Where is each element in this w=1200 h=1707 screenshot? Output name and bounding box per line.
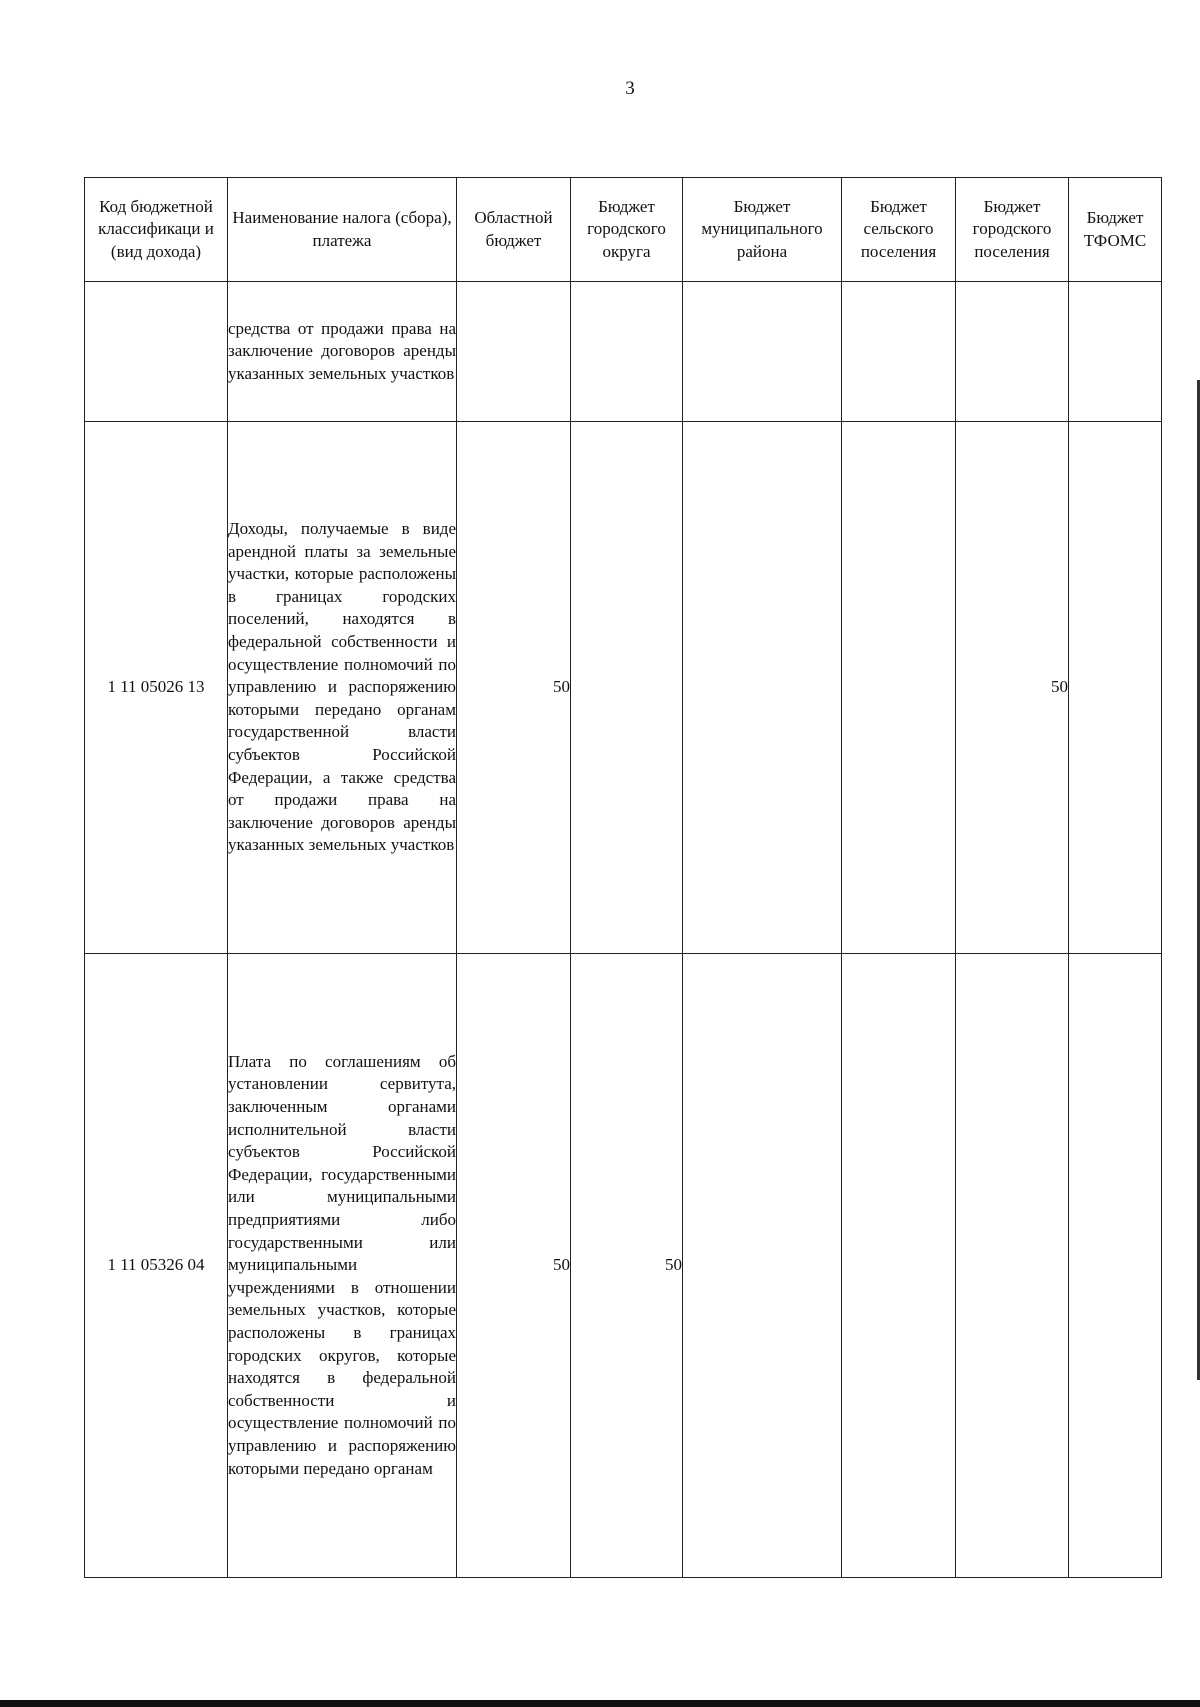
- row-value-municipal-district: [683, 954, 842, 1578]
- row-name-text: средства от продажи права на заключение договоров аренды указанных земельных участков: [228, 318, 456, 383]
- row-value-city-district: 50: [571, 954, 683, 1578]
- row-code: 1 11 05326 04: [85, 954, 228, 1578]
- row-value-rural-settlement: [842, 422, 956, 954]
- row-name: [228, 282, 457, 422]
- table-row: [85, 954, 1162, 1578]
- row-code: 1 11 05026 13: [85, 422, 228, 954]
- header-urban-settlement-budget: Бюджет городского поселения: [956, 178, 1069, 282]
- header-code: Код бюджетной классификаци и (вид дохода): [85, 178, 228, 282]
- header-name: Наименование налога (сбора), платежа: [228, 178, 457, 282]
- row-value-city-district: [571, 282, 683, 422]
- header-tfoms-budget: Бюджет ТФОМС: [1069, 178, 1162, 282]
- header-rural-settlement-budget: Бюджет сельского поселения: [842, 178, 956, 282]
- budget-revenue-table: [84, 177, 1162, 1578]
- header-regional-budget: Областной бюджет: [457, 178, 571, 282]
- row-value-municipal-district: [683, 282, 842, 422]
- header-city-district-budget: Бюджет городского округа: [571, 178, 683, 282]
- row-value-city-district: [571, 422, 683, 954]
- row-value-rural-settlement: [842, 282, 956, 422]
- row-name: [228, 954, 457, 1578]
- row-value-regional: 50: [457, 422, 571, 954]
- table-row: [85, 422, 1162, 954]
- row-value-regional: [457, 282, 571, 422]
- row-value-tfoms: [1069, 282, 1162, 422]
- row-value-urban-settlement: [956, 954, 1069, 1578]
- row-name: [228, 422, 457, 954]
- header-municipal-district-budget: Бюджет муниципального района: [683, 178, 842, 282]
- row-value-tfoms: [1069, 422, 1162, 954]
- row-value-rural-settlement: [842, 954, 956, 1578]
- row-value-municipal-district: [683, 422, 842, 954]
- row-code: [85, 282, 228, 422]
- page-number: 3: [625, 78, 635, 99]
- row-name-text: Плата по соглашениям об установлении сервитута, заключенным органами исполнительной власти субъектов Российской Федерации, государственными или муниципальными предприятиями либо государственными или муниципальными учреждениями в отношении земельных участков, которые расположены в границах городских округов, которые находятся в федеральной собственности и осуществление полномочий по управлению и распоряжению которыми передано органам: [228, 1051, 456, 1478]
- scan-edge-bottom: [0, 1700, 1200, 1707]
- row-value-regional: 50: [457, 954, 571, 1578]
- table-row: [85, 282, 1162, 422]
- table-header-row: [85, 178, 1162, 282]
- row-value-urban-settlement: 50: [956, 422, 1069, 954]
- row-name-text: Доходы, получаемые в виде арендной платы за земельные участки, которые расположены в границах городских поселений, находятся в федеральной собственности и осуществление полномочий по управлению и распоряжению которыми передано органам государственной власти субъектов Российской Федерации, а также средства от продажи права на заключение договоров аренды указанных земельных участков: [228, 519, 456, 855]
- row-value-tfoms: [1069, 954, 1162, 1578]
- row-value-urban-settlement: [956, 282, 1069, 422]
